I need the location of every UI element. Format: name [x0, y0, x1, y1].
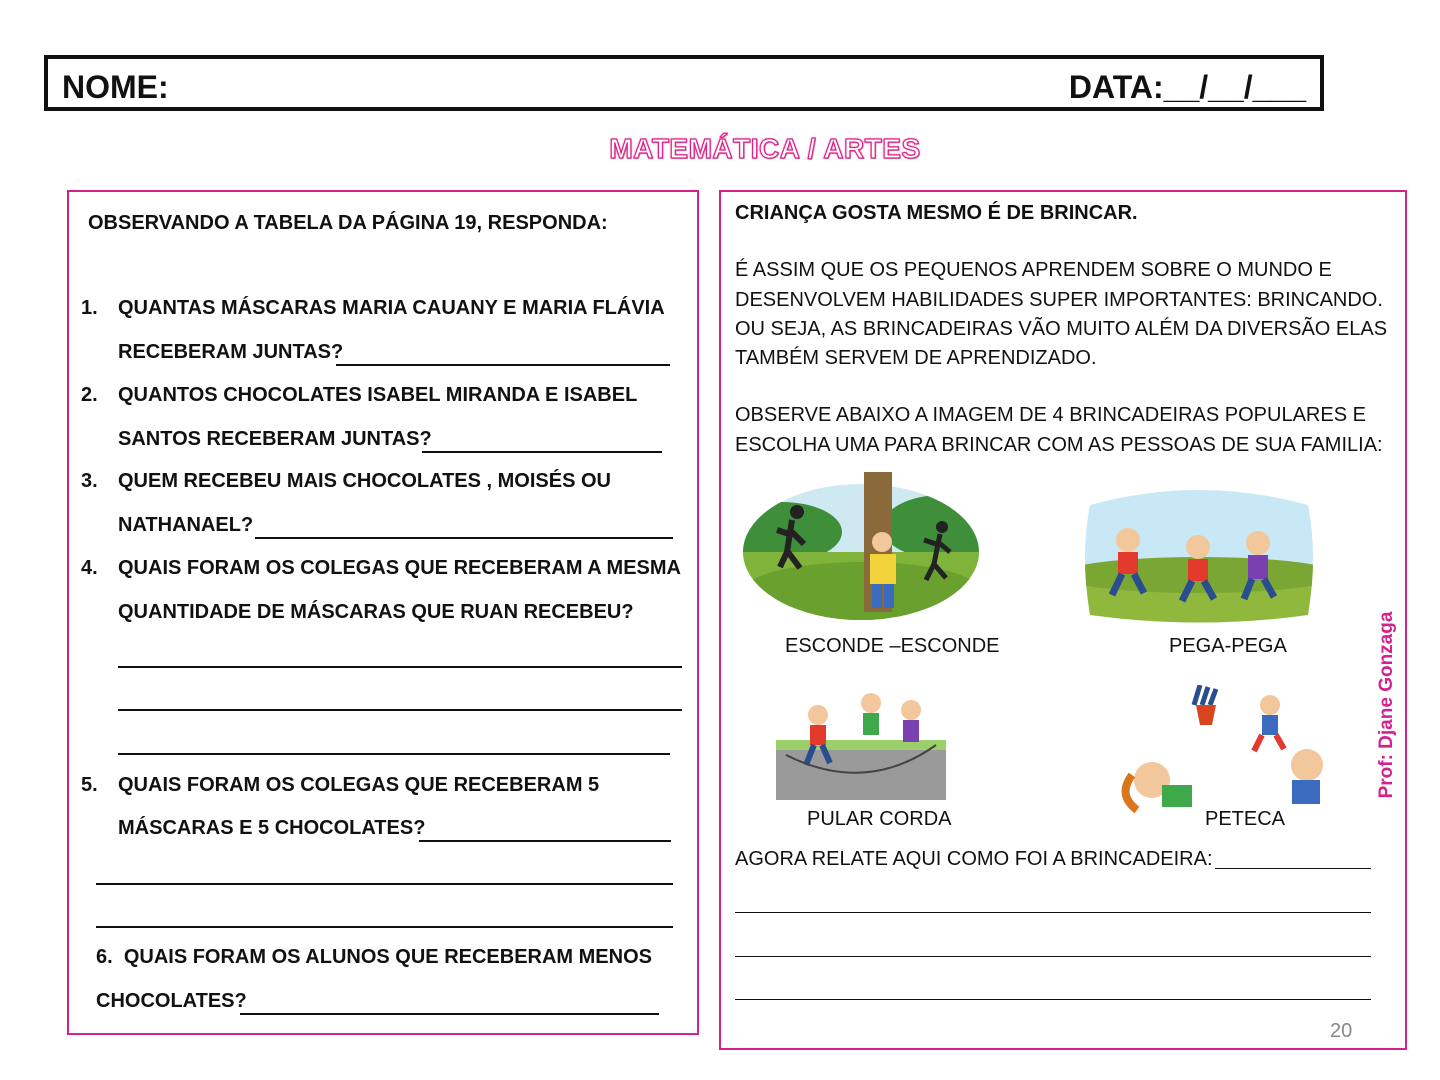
answer-line[interactable]	[118, 753, 670, 755]
answer-line[interactable]	[336, 364, 670, 366]
paragraph-line: DESENVOLVEM HABILIDADES SUPER IMPORTANTES: BRINCANDO.	[735, 289, 1383, 311]
game-caption: PULAR CORDA	[807, 808, 952, 830]
paragraph-line: ESCOLHA UMA PARA BRINCAR COM AS PESSOAS DE SUA FAMILIA:	[735, 434, 1383, 456]
question-2-text-cont: SANTOS RECEBERAM JUNTAS?	[118, 428, 432, 450]
answer-line[interactable]	[96, 883, 673, 885]
question-number: 6.	[96, 946, 113, 968]
header-box	[44, 55, 1324, 111]
question-6-text	[96, 946, 652, 969]
game-caption: ESCONDE –ESCONDE	[785, 635, 1000, 657]
question-5-text-cont: MÁSCARAS E 5 CHOCOLATES?	[118, 817, 426, 839]
paragraph-line: OBSERVE ABAIXO A IMAGEM DE 4 BRINCADEIRAS POPULARES E	[735, 404, 1366, 426]
paragraph-line: TAMBÉM SERVEM DE APRENDIZADO.	[735, 347, 1097, 369]
paragraph-line: OU SEJA, AS BRINCADEIRAS VÃO MUITO ALÉM DA DIVERSÃO ELAS	[735, 318, 1388, 340]
questions-intro: OBSERVANDO A TABELA DA PÁGINA 19, RESPONDA:	[88, 212, 608, 234]
activity-title: CRIANÇA GOSTA MESMO É DE BRINCAR.	[735, 202, 1138, 224]
question-number: 5.	[81, 774, 98, 796]
question-6-line1: QUAIS FORAM OS ALUNOS QUE RECEBERAM MENOS	[123, 946, 652, 968]
name-label: NOME:	[62, 69, 169, 105]
hide-and-seek-illustration	[742, 472, 980, 622]
peteca-illustration	[1112, 685, 1342, 825]
answer-line[interactable]	[1215, 868, 1371, 869]
answer-line[interactable]	[118, 666, 682, 668]
answer-line[interactable]	[255, 537, 673, 539]
answer-line[interactable]	[422, 451, 662, 453]
question-1-text-cont: RECEBERAM JUNTAS?	[118, 341, 344, 363]
relate-prompt: AGORA RELATE AQUI COMO FOI A BRINCADEIRA:	[735, 848, 1213, 870]
question-4-text: QUAIS FORAM OS COLEGAS QUE RECEBERAM A MESMA	[118, 557, 681, 579]
answer-line[interactable]	[735, 956, 1371, 957]
question-4-text-cont: QUANTIDADE DE MÁSCARAS QUE RUAN RECEBEU?	[118, 601, 634, 623]
answer-line[interactable]	[240, 1013, 659, 1015]
question-number: 4.	[81, 557, 98, 579]
answer-line[interactable]	[118, 709, 682, 711]
question-number: 3.	[81, 470, 98, 492]
question-6-text-cont: CHOCOLATES?	[96, 990, 247, 1012]
answer-line[interactable]	[735, 912, 1371, 913]
game-caption: PETECA	[1205, 808, 1286, 830]
subject-title: MATEMÁTICA / ARTES	[609, 133, 921, 164]
question-5-text: QUAIS FORAM OS COLEGAS QUE RECEBERAM 5	[118, 774, 600, 796]
answer-line[interactable]	[419, 840, 671, 842]
tag-game-illustration	[1080, 485, 1318, 625]
question-3-text: QUEM RECEBEU MAIS CHOCOLATES , MOISÉS OU	[118, 470, 611, 492]
game-caption: PEGA-PEGA	[1169, 635, 1287, 657]
date-label: DATA:__/__/___	[1068, 69, 1306, 105]
question-2-text: QUANTOS CHOCOLATES ISABEL MIRANDA E ISABEL	[118, 384, 638, 406]
answer-line[interactable]	[96, 926, 673, 928]
page-number: 20	[1330, 1020, 1353, 1042]
author-credit: Prof: Djane Gonzaga	[1376, 611, 1397, 799]
question-number: 1.	[81, 297, 98, 319]
question-number: 2.	[81, 384, 98, 406]
answer-line[interactable]	[735, 999, 1371, 1000]
question-3-text-cont: NATHANAEL?	[118, 514, 254, 536]
paragraph-line: É ASSIM QUE OS PEQUENOS APRENDEM SOBRE O MUNDO E	[735, 259, 1332, 281]
jump-rope-illustration	[776, 685, 946, 800]
question-1-text: QUANTAS MÁSCARAS MARIA CAUANY E MARIA FLÁVIA	[118, 297, 665, 319]
